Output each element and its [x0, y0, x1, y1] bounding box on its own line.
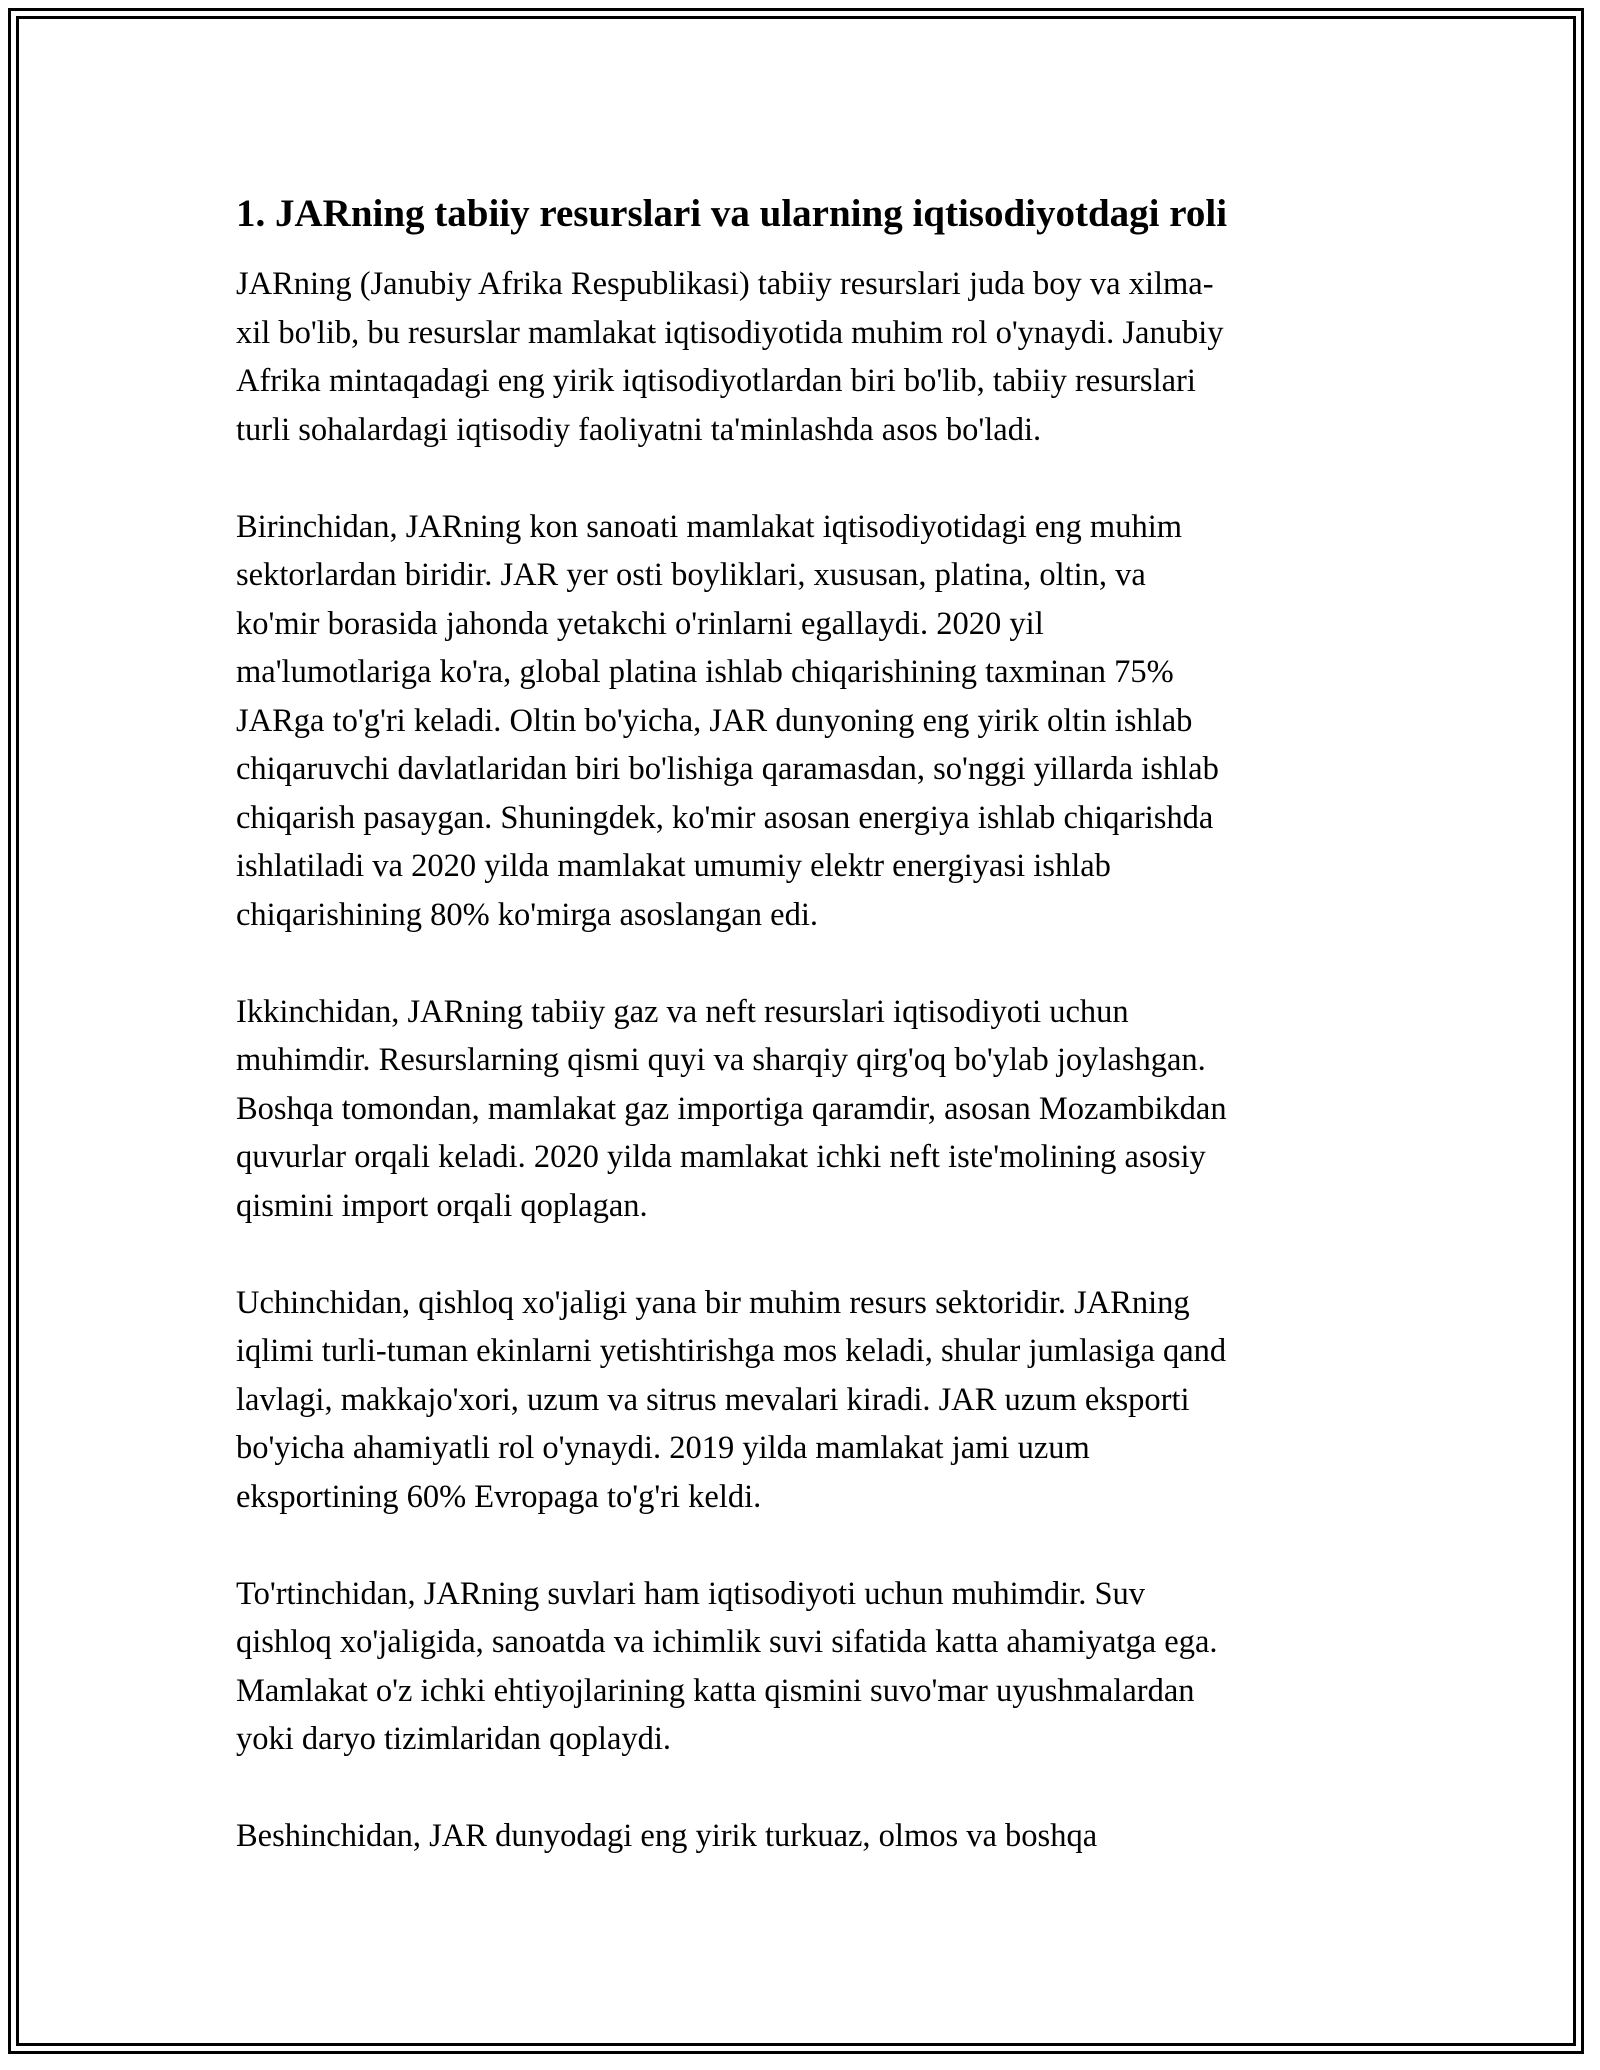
paragraph-mining	[236, 503, 1356, 940]
text-line: Birinchidan, JARning kon sanoati mamlakat iqtisodiyotidagi eng muhim	[236, 508, 1183, 545]
document-body	[236, 186, 1356, 1909]
text-line: Afrika mintaqadagi eng yirik iqtisodiyotlardan biri bo'lib, tabiiy resurslari	[236, 363, 1196, 399]
paragraph-gemstones	[236, 1812, 1356, 1861]
text-line: JARning (Janubiy Afrika Respublikasi) tabiiy resurslari juda boy va xilma-	[236, 266, 1214, 302]
text-line: lavlagi, makkajo'xori, uzum va sitrus mevalari kiradi. JAR uzum eksporti	[236, 1381, 1190, 1418]
paragraph-water	[236, 1570, 1356, 1764]
text-line: qismini import orqali qoplagan.	[236, 1187, 648, 1224]
paragraph-agriculture	[236, 1279, 1356, 1522]
text-line: Uchinchidan, qishloq xo'jaligi yana bir muhim resurs sektoridir. JARning	[236, 1284, 1190, 1321]
text-line: quvurlar orqali keladi. 2020 yilda mamlakat ichki neft iste'molining asosiy	[236, 1139, 1206, 1175]
text-line: Beshinchidan, JAR dunyodagi eng yirik turkuaz, olmos va boshqa	[236, 1818, 1098, 1854]
text-line: turli sohalardagi iqtisodiy faoliyatni ta'minlashda asos bo'ladi.	[236, 411, 1042, 448]
text-line: To'rtinchidan, JARning suvlari ham iqtisodiyoti uchun muhimdir. Suv	[236, 1575, 1146, 1612]
text-line: Ikkinchidan, JARning tabiiy gaz va neft resurslari iqtisodiyoti uchun	[236, 993, 1129, 1030]
text-line: JARga to'g'ri keladi. Oltin bo'yicha, JAR dunyoning eng yirik oltin ishlab	[236, 702, 1193, 739]
text-line: eksportining 60% Evropaga to'g'ri keldi.	[236, 1478, 762, 1515]
text-line: ko'mir borasida jahonda yetakchi o'rinlarni egallaydi. 2020 yil	[236, 605, 1044, 642]
paragraph-intro	[236, 260, 1356, 454]
text-line: iqlimi turli-tuman ekinlarni yetishtirishga mos keladi, shular jumlasiga qand	[236, 1333, 1227, 1369]
paragraph-gas-oil	[236, 988, 1356, 1231]
text-line: chiqarishining 80% ko'mirga asoslangan edi.	[236, 896, 819, 933]
text-line: chiqaruvchi davlatlaridan biri bo'lishiga qaramasdan, so'nggi yillarda ishlab	[236, 751, 1219, 787]
text-line: ishlatiladi va 2020 yilda mamlakat umumiy elektr energiyasi ishlab	[236, 848, 1111, 884]
text-line: qishloq xo'jaligida, sanoatda va ichimlik suvi sifatida katta ahamiyatga ega.	[236, 1624, 1218, 1660]
text-line: bo'yicha ahamiyatli rol o'ynaydi. 2019 yilda mamlakat jami uzum	[236, 1430, 1090, 1466]
text-line: xil bo'lib, bu resurslar mamlakat iqtisodiyotida muhim rol o'ynaydi. Janubiy	[236, 314, 1224, 351]
text-line: ma'lumotlariga ko'ra, global platina ishlab chiqarishining taxminan 75%	[236, 654, 1174, 690]
section-heading: 1. JARning tabiiy resurslari va ularning iqtisodiyotdagi roli	[236, 192, 1228, 235]
text-line: chiqarish pasaygan. Shuningdek, ko'mir asosan energiya ishlab chiqarishda	[236, 799, 1214, 836]
text-line: Mamlakat o'z ichki ehtiyojlarining katta qismini suvo'mar uyushmalardan	[236, 1672, 1195, 1709]
text-line: Boshqa tomondan, mamlakat gaz importiga qaramdir, asosan Mozambikdan	[236, 1090, 1227, 1127]
text-line: muhimdir. Resurslarning qismi quyi va sharqiy qirg'oq bo'ylab joylashgan.	[236, 1042, 1206, 1078]
text-line: yoki daryo tizimlaridan qoplaydi.	[236, 1721, 672, 1757]
text-line: sektorlardan biridir. JAR yer osti boyliklari, xususan, platina, oltin, va	[236, 557, 1146, 593]
